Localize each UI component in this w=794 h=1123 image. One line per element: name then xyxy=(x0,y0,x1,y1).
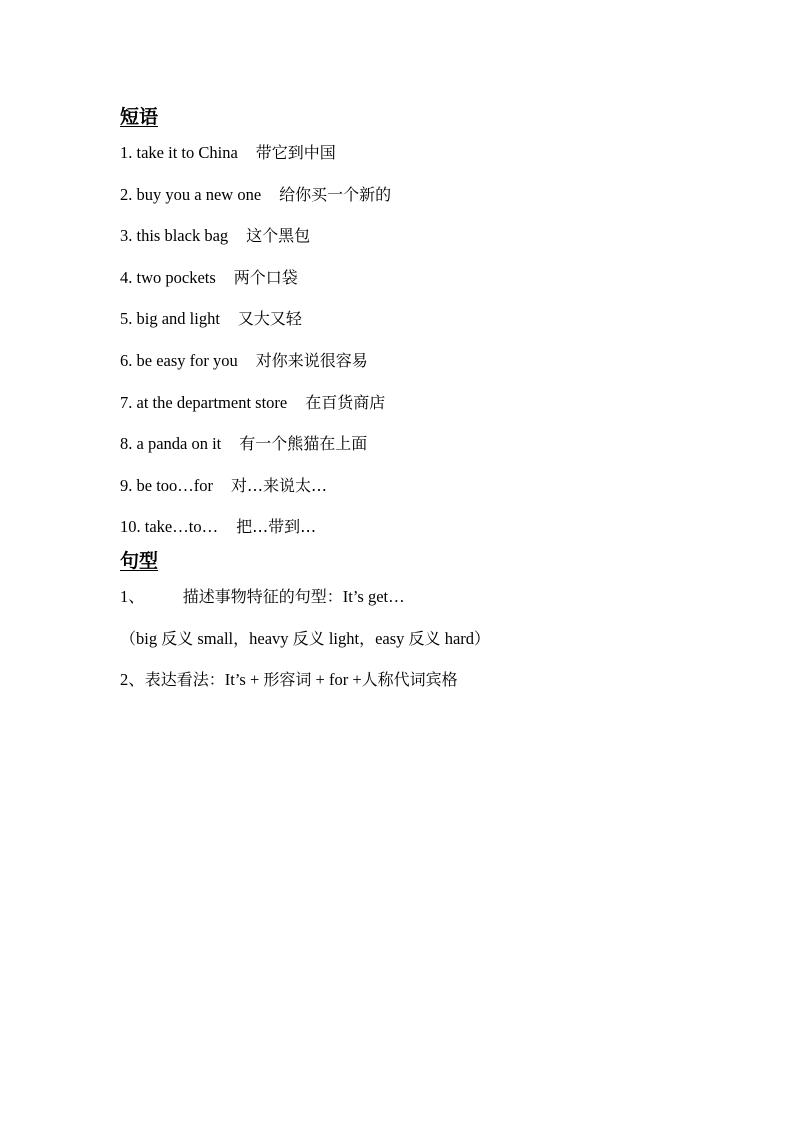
phrase-chinese: 又大又轻 xyxy=(237,309,302,329)
sentence-label: 描述事物特征的句型： xyxy=(182,586,343,606)
phrase-chinese: 两个口袋 xyxy=(233,267,298,287)
phrase-chinese: 在百货商店 xyxy=(305,392,386,412)
close-paren: ） xyxy=(474,628,491,648)
sentence-number: 2、 xyxy=(120,670,145,690)
phrase-number: 8. xyxy=(120,434,133,454)
phrase-item xyxy=(120,382,680,424)
antonym-word: hard xyxy=(444,628,475,648)
phrase-chinese: 有一个熊猫在上面 xyxy=(239,434,368,454)
phrase-item xyxy=(120,174,680,216)
phrase-item xyxy=(120,506,680,548)
sentence-pattern-part: 人称代词宾格 xyxy=(361,670,458,690)
open-paren: （ xyxy=(120,628,137,648)
phrase-number: 6. xyxy=(120,350,133,370)
phrase-chinese: 对你来说很容易 xyxy=(255,350,368,370)
antonym-word: big xyxy=(136,628,158,648)
sentence-pattern-part: + for + xyxy=(315,670,362,690)
separator: ， xyxy=(233,628,250,648)
phrase-item xyxy=(120,132,680,174)
phrase-english: two pockets xyxy=(136,267,216,287)
phrase-english: this black bag xyxy=(136,226,229,246)
antonym-word: light xyxy=(328,628,360,648)
phrase-english: be easy for you xyxy=(136,350,238,370)
phrase-number: 7. xyxy=(120,392,133,412)
antonym-word: heavy xyxy=(249,628,289,648)
antonym-word: easy xyxy=(375,628,405,648)
phrase-english: a panda on it xyxy=(136,434,222,454)
sentence-pattern-2 xyxy=(120,659,680,701)
antonym-label: 反义 xyxy=(292,628,325,648)
antonym-label: 反义 xyxy=(161,628,194,648)
sentence-pattern: It’s get… xyxy=(342,586,405,606)
phrase-chinese: 这个黑包 xyxy=(246,226,311,246)
phrase-english: buy you a new one xyxy=(136,184,262,204)
phrase-item xyxy=(120,298,680,340)
phrase-item xyxy=(120,465,680,507)
phrase-chinese: 对…来说太… xyxy=(231,475,328,495)
sentence-pattern-part: 形容词 xyxy=(263,670,312,690)
phrase-english: take it to China xyxy=(136,143,238,162)
phrase-number: 4. xyxy=(120,267,133,287)
sentence-pattern-1 xyxy=(120,576,680,618)
phrase-english: big and light xyxy=(136,309,220,329)
phrase-item xyxy=(120,340,680,382)
phrase-chinese: 把…带到… xyxy=(236,517,317,537)
phrase-list xyxy=(120,132,680,548)
document-content xyxy=(120,104,680,701)
phrase-number: 1. xyxy=(120,143,133,162)
separator: ， xyxy=(359,628,376,648)
phrase-english: take…to… xyxy=(144,517,219,537)
phrase-item xyxy=(120,423,680,465)
sentence-pattern-part: It’s + xyxy=(224,670,260,690)
sentence-label: 表达看法： xyxy=(144,670,225,690)
phrase-number: 2. xyxy=(120,184,133,204)
antonym-word: small xyxy=(197,628,234,648)
phrase-item xyxy=(120,215,680,257)
phrases-heading: 短语 xyxy=(120,107,159,128)
phrase-chinese: 带它到中国 xyxy=(255,143,336,162)
antonym-line xyxy=(120,618,680,660)
phrase-english: be too…for xyxy=(136,475,214,495)
phrase-item xyxy=(120,257,680,299)
phrase-english: at the department store xyxy=(136,392,288,412)
antonym-label: 反义 xyxy=(408,628,441,648)
phrase-number: 5. xyxy=(120,309,133,329)
sentences-heading: 句型 xyxy=(120,550,159,572)
phrase-number: 10. xyxy=(120,517,141,537)
phrase-chinese: 给你买一个新的 xyxy=(279,184,392,204)
phrase-number: 3. xyxy=(120,226,133,246)
sentence-number: 1、 xyxy=(120,586,145,606)
phrase-number: 9. xyxy=(120,475,133,495)
